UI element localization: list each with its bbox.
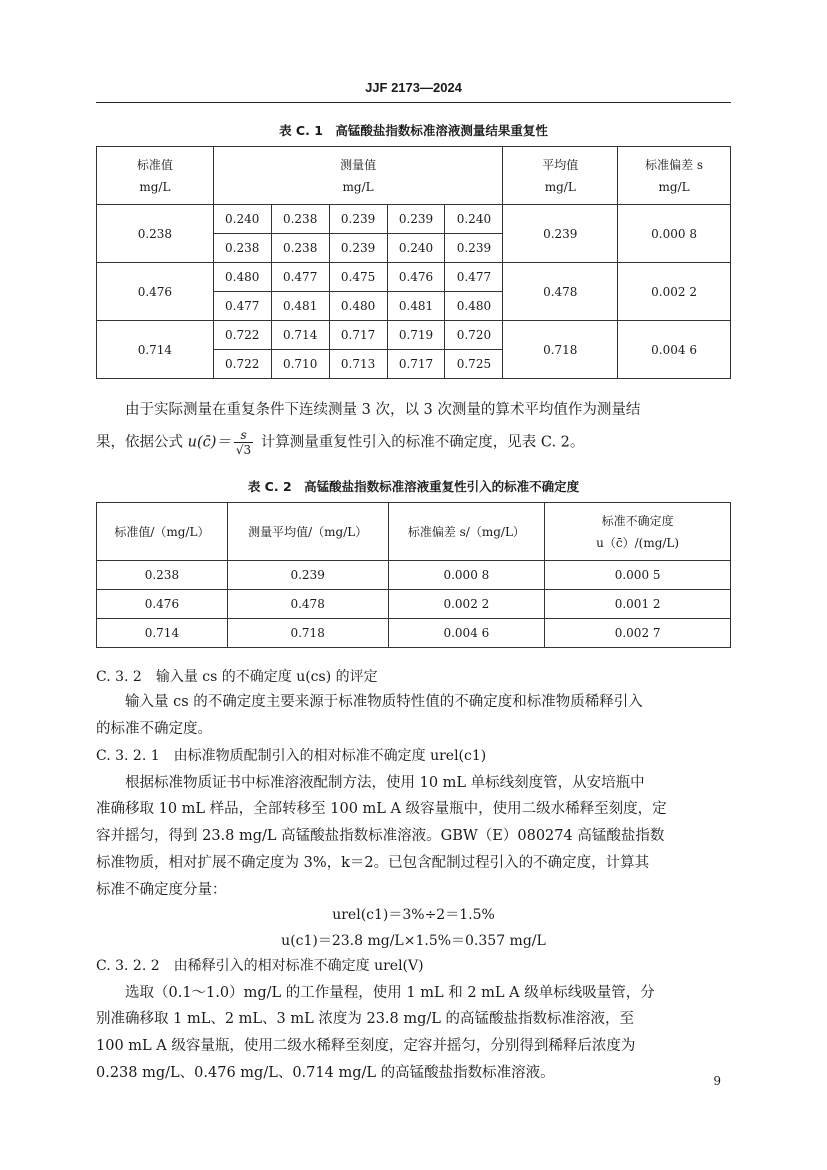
table2 [96,502,731,648]
table1-header-row [97,147,731,205]
measure-cell: 0.477 [213,292,271,321]
measure-cell: 0.720 [445,321,503,350]
table-row [97,561,731,590]
table-cell: 0.001 2 [545,590,731,619]
section-c-3-2-2: C. 3. 2. 2 由稀释引入的相对标准不确定度 urel(V) [96,958,424,974]
header-cell: 标准值 mg/L [97,147,214,205]
header-rule [96,102,731,103]
table2-caption: 表 C. 2 高锰酸盐指数标准溶液重复性引入的标准不确定度 [247,479,580,494]
table-cell: 0.718 [227,619,388,648]
measure-cell: 0.239 [387,205,445,234]
measure-cell: 0.710 [271,350,329,379]
measure-cell: 0.481 [271,292,329,321]
table-cell: 0.004 6 [388,619,545,648]
table-cell: 0.238 [97,561,228,590]
measure-cell: 0.477 [445,263,503,292]
paragraph-dilution-line2: 别准确移取 1 mL、2 mL、3 mL 浓度为 23.8 mg/L 的高锰酸盐指数标准溶液，至 [96,1011,635,1027]
measure-cell: 0.717 [329,321,387,350]
paragraph-reference-material-line4: 标准物质，相对扩展不确定度为 3%，k＝2。已包含配制过程引入的不确定度，计算其 [96,855,650,871]
table-cell: 0.000 8 [388,561,545,590]
measure-cell: 0.481 [387,292,445,321]
std-value-cell: 0.714 [97,321,214,379]
mean-cell: 0.478 [503,263,618,321]
formula-fraction: $\frac{s}{√3}$ [235,428,252,457]
paragraph-input-quantity-line2: 的标准不确定度。 [96,721,212,737]
header-cell: 标准值/（mg/L） [97,503,228,561]
paragraph-dilution-line4: 0.238 mg/L、0.476 mg/L、0.714 mg/L 的高锰酸盐指数标准溶液。 [96,1065,555,1081]
table-cell: 0.476 [97,590,228,619]
std-value-cell: 0.238 [97,205,214,263]
sd-cell: 0.004 6 [618,321,731,379]
header-cell: 测量值 mg/L [213,147,503,205]
measure-cell: 0.480 [445,292,503,321]
mean-cell: 0.718 [503,321,618,379]
measure-cell: 0.476 [387,263,445,292]
header-cell: 平均值 mg/L [503,147,618,205]
measure-cell: 0.717 [387,350,445,379]
measure-cell: 0.725 [445,350,503,379]
table-row [97,205,731,234]
header-cell: 标准偏差 s/（mg/L） [388,503,545,561]
measure-cell: 0.238 [271,234,329,263]
measure-cell: 0.722 [213,350,271,379]
paragraph-reference-material-line3: 容并摇匀，得到 23.8 mg/L 高锰酸盐指数标准溶液。GBW（E）080274 高锰酸盐指数 [96,828,665,844]
measure-cell: 0.239 [445,234,503,263]
document-header: JJF 2173—2024 [365,80,462,95]
paragraph-repeatability-line2: 果，依据公式 u(c̄)＝ $\frac{s}{√3}$ 计算测量重复性引入的标准不确定度，见表 C. 2。 [96,428,585,457]
table-row [97,619,731,648]
table-cell: 0.239 [227,561,388,590]
formula-lhs: u(c̄)＝ [187,434,231,451]
measure-cell: 0.480 [213,263,271,292]
measure-cell: 0.713 [329,350,387,379]
table-row [97,263,731,292]
paragraph-reference-material-line5: 标准不确定度分量： [96,882,227,898]
header-cell: 标准不确定度 u（c̄）/(mg/L) [545,503,731,561]
measure-cell: 0.238 [271,205,329,234]
std-value-cell: 0.476 [97,263,214,321]
table1 [96,146,731,379]
paragraph-reference-material-line2: 准确移取 10 mL 样品，全部转移至 100 mL A 级容量瓶中，使用二级水稀释至刻度，定 [96,801,667,817]
measure-cell: 0.480 [329,292,387,321]
table-cell: 0.478 [227,590,388,619]
table-cell: 0.002 2 [388,590,545,619]
mean-cell: 0.239 [503,205,618,263]
paragraph-reference-material-line1: 根据标准物质证书中标准溶液配制方法，使用 10 mL 单标线刻度管，从安培瓶中 [125,775,645,791]
measure-cell: 0.240 [387,234,445,263]
page-number: 9 [713,1074,721,1088]
measure-cell: 0.714 [271,321,329,350]
table2-header-row [97,503,731,561]
table1-caption: 表 C. 1 高锰酸盐指数标准溶液测量结果重复性 [279,123,548,138]
section-c-3-2: C. 3. 2 输入量 cs 的不确定度 u(cs) 的评定 [96,669,378,685]
table-cell: 0.000 5 [545,561,731,590]
equation-u-c1: u(c1)＝23.8 mg/L×1.5%＝0.357 mg/L [281,933,546,949]
header-cell: 测量平均值/（mg/L） [227,503,388,561]
paragraph-input-quantity: 输入量 cs 的不确定度主要来源于标准物质特性值的不确定度和标准物质稀释引入 [125,694,643,710]
sd-cell: 0.000 8 [618,205,731,263]
measure-cell: 0.239 [329,205,387,234]
measure-cell: 0.719 [387,321,445,350]
measure-cell: 0.240 [445,205,503,234]
header-cell: 标准偏差 s mg/L [618,147,731,205]
equation-urel-c1: urel(c1)＝3%÷2＝1.5% [332,907,495,923]
paragraph-repeatability: 由于实际测量在重复条件下连续测量 3 次，以 3 次测量的算术平均值作为测量结 [125,402,641,418]
table-row [97,590,731,619]
measure-cell: 0.240 [213,205,271,234]
paragraph-dilution-line1: 选取（0.1～1.0）mg/L 的工作量程，使用 1 mL 和 2 mL A 级单标线吸量管，分 [125,985,655,1001]
table-row [97,321,731,350]
paragraph-dilution-line3: 100 mL A 级容量瓶，使用二级水稀释至刻度，定容并摇匀，分别得到稀释后浓度为 [96,1038,636,1054]
table-cell: 0.714 [97,619,228,648]
section-c-3-2-1: C. 3. 2. 1 由标准物质配制引入的相对标准不确定度 urel(c1) [96,748,487,764]
measure-cell: 0.477 [271,263,329,292]
measure-cell: 0.239 [329,234,387,263]
measure-cell: 0.238 [213,234,271,263]
table-cell: 0.002 7 [545,619,731,648]
measure-cell: 0.722 [213,321,271,350]
sd-cell: 0.002 2 [618,263,731,321]
measure-cell: 0.475 [329,263,387,292]
